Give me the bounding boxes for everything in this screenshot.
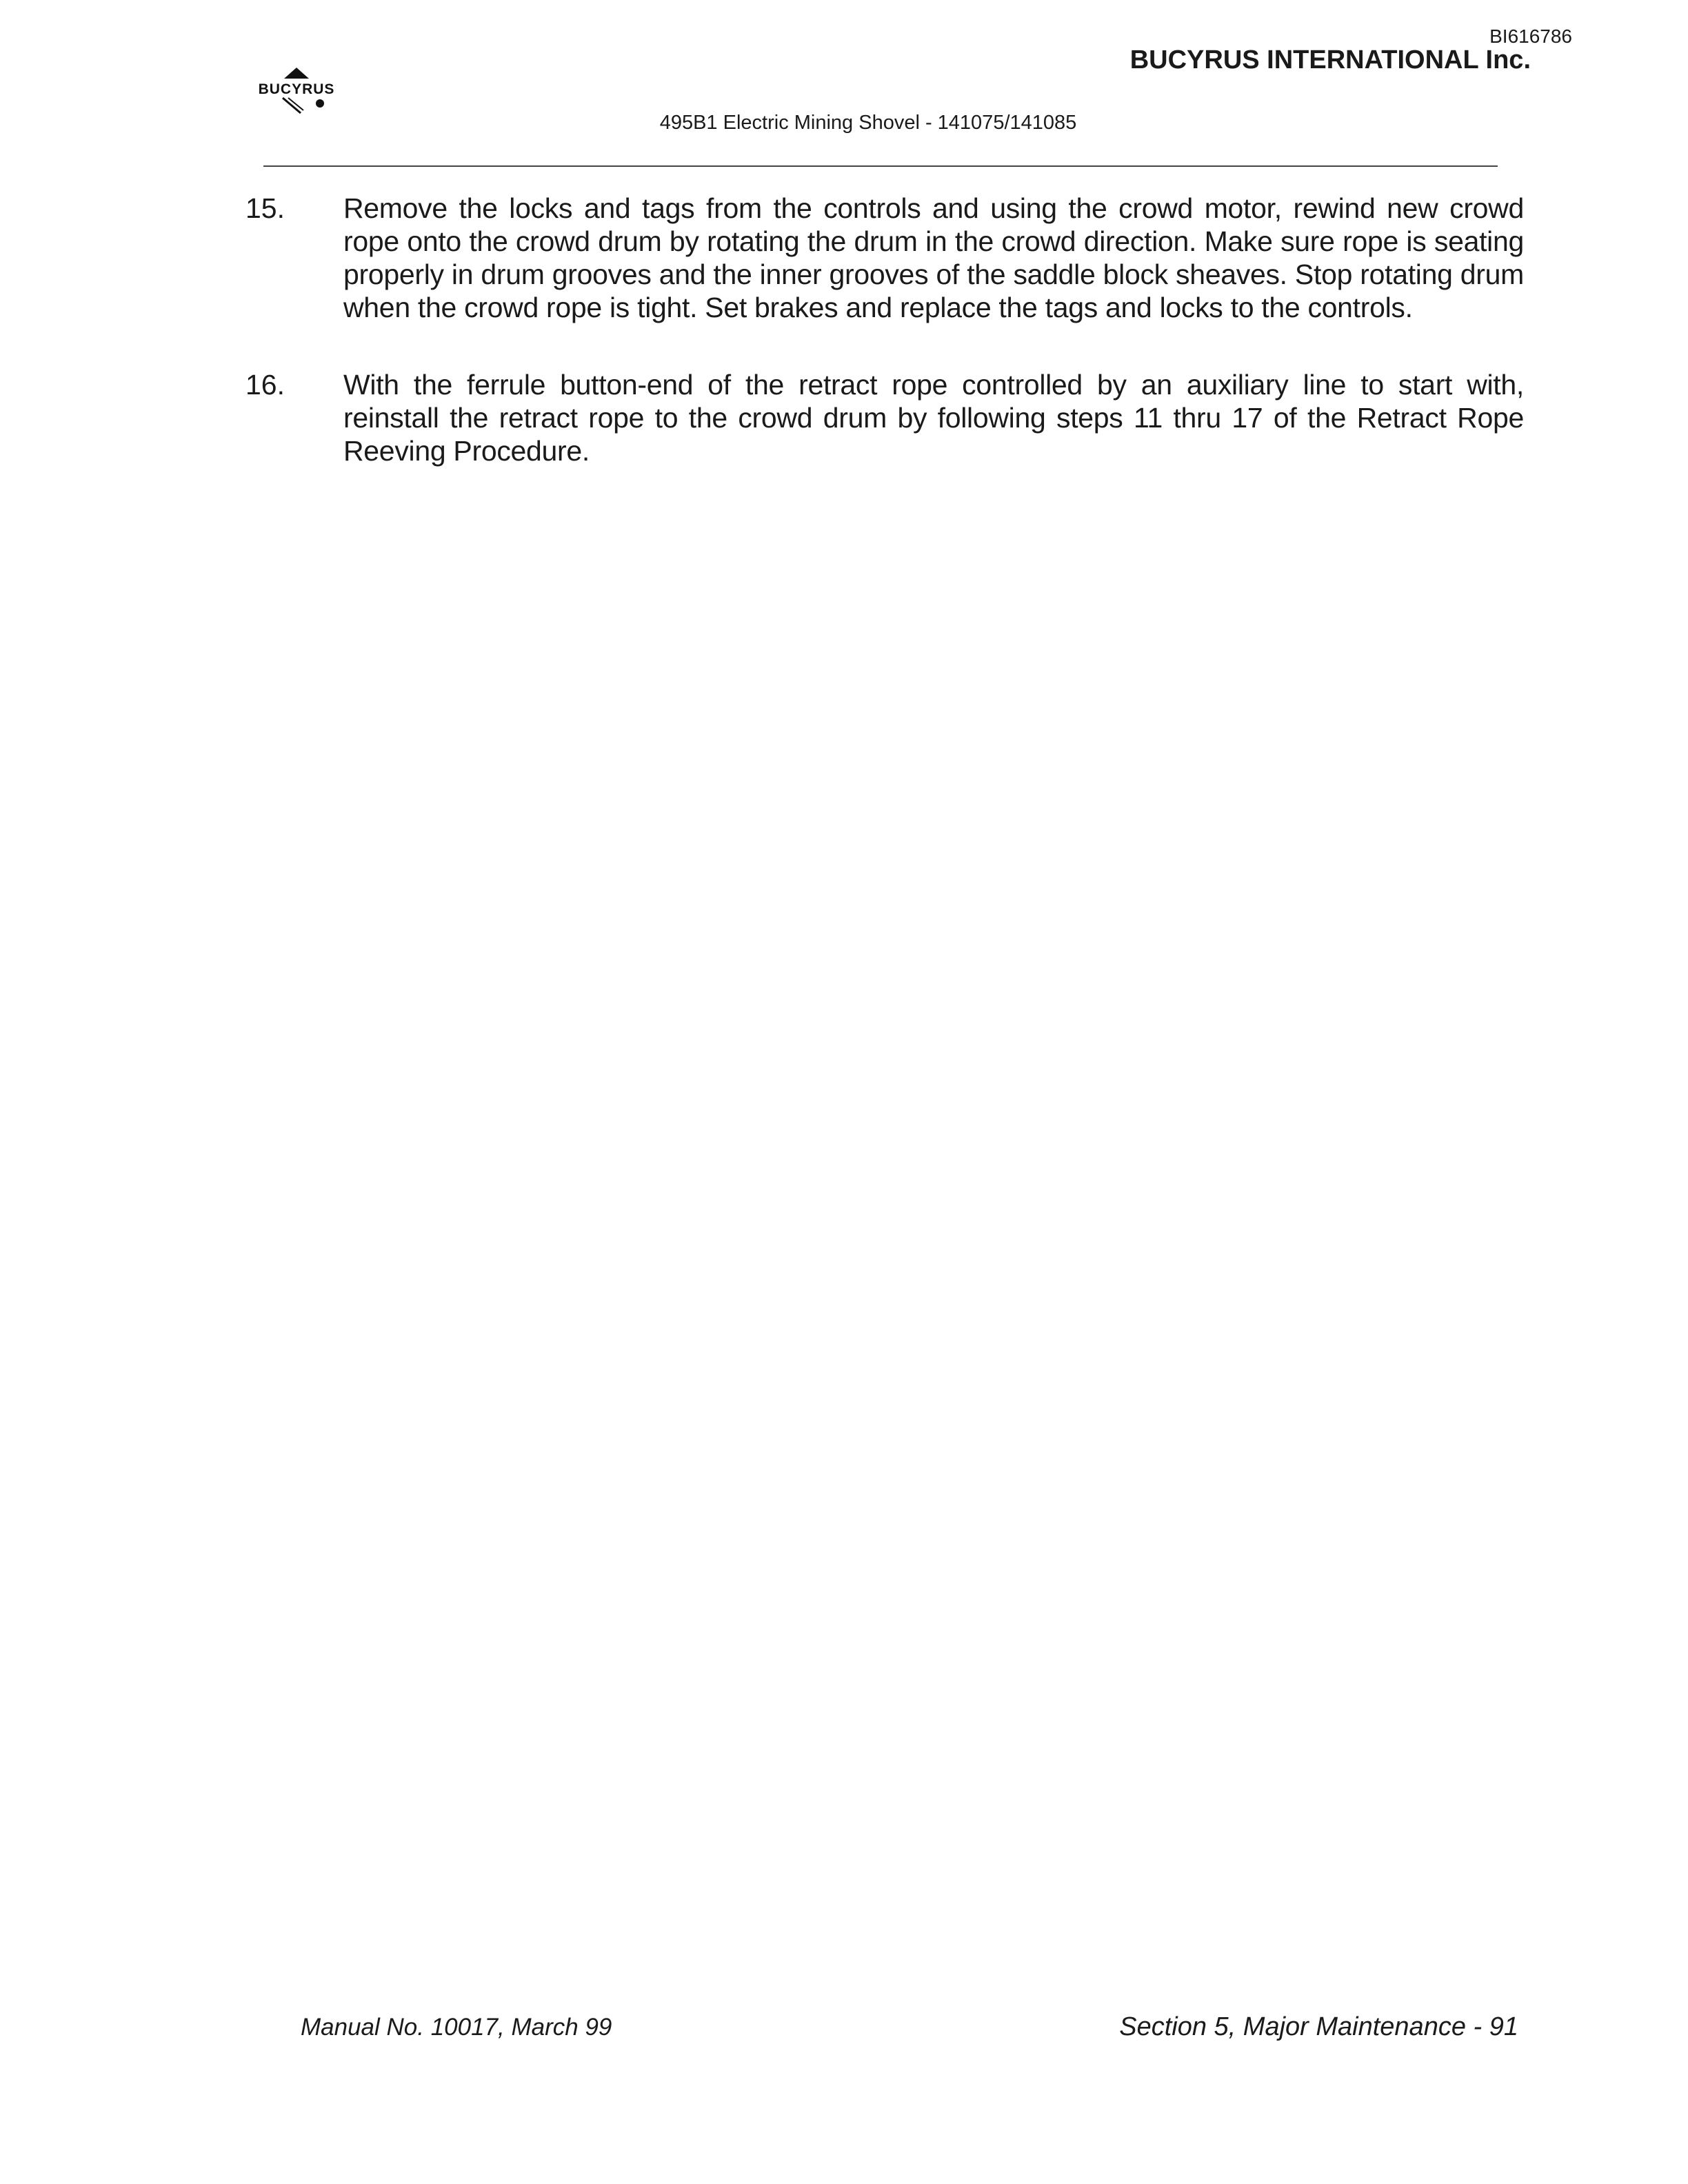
step-number: 16.	[245, 369, 285, 401]
document-subtitle: 495B1 Electric Mining Shovel - 141075/141085	[659, 112, 1077, 134]
step-text: With the ferrule button-end of the retract rope controlled by an auxiliary line to start with, reinstall the retract rope to the crowd drum by following steps 11 thru 17 of the Retract Rope Reeving Procedure.	[343, 369, 1524, 467]
step-item	[245, 192, 1524, 324]
header-divider	[263, 165, 1498, 167]
company-name: BUCYRUS INTERNATIONAL Inc.	[1129, 46, 1531, 74]
step-text: Remove the locks and tags from the controls and using the crowd motor, rewind new crowd rope onto the crowd drum by rotating the drum in the crowd direction. Make sure rope is seating properly in drum grooves and the inner grooves of the saddle block sheaves. Stop rotating drum when the crowd rope is tight. Set brakes and replace the tags and locks to the controls.	[343, 192, 1524, 323]
procedure-steps	[245, 192, 1524, 512]
section-page-reference: Section 5, Major Maintenance - 91	[1119, 2012, 1518, 2041]
step-item	[245, 368, 1524, 467]
manual-reference: Manual No. 10017, March 99	[301, 2014, 612, 2041]
bucyrus-logo	[243, 66, 350, 116]
document-id: BI616786	[1489, 26, 1572, 47]
step-number: 15.	[245, 192, 285, 224]
svg-text:BUCYRUS: BUCYRUS	[258, 81, 335, 97]
